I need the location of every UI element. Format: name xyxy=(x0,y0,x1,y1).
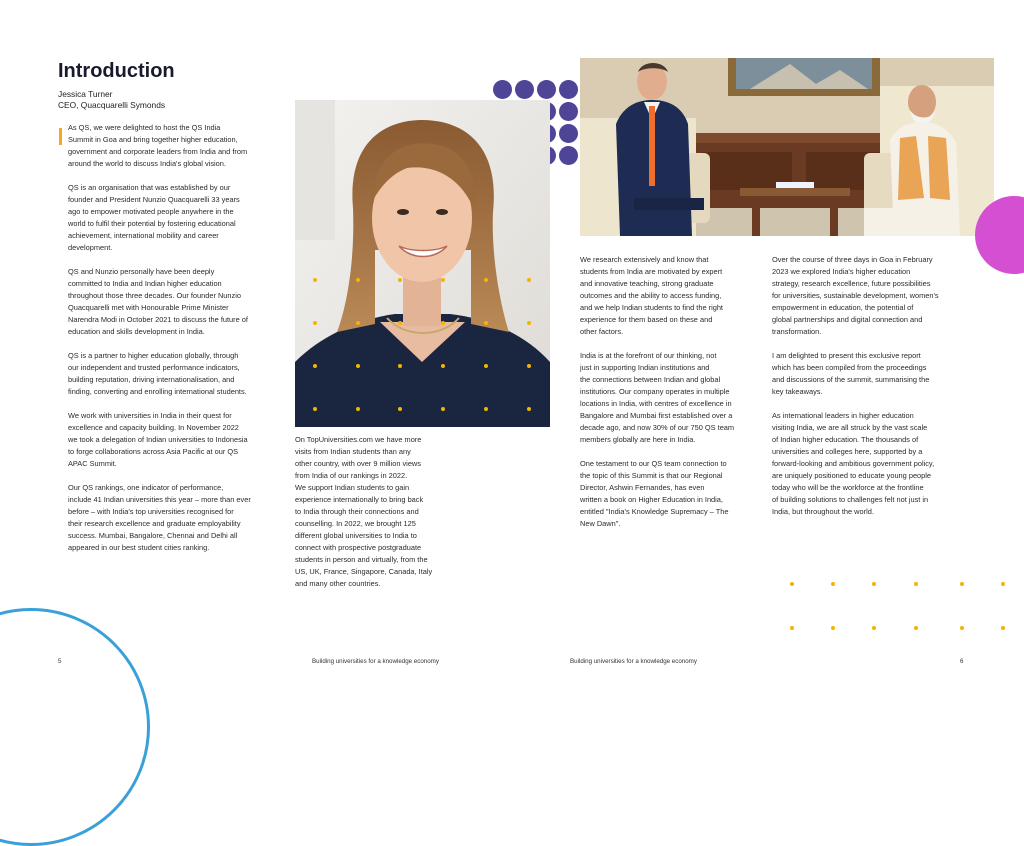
yellow-dot xyxy=(960,626,964,630)
yellow-dot xyxy=(790,582,794,586)
meeting-illustration xyxy=(580,58,994,236)
paragraph-international-leaders: As international leaders in higher education visiting India, we are all struck by the vast scale of Indian higher education. The thousands of universities and colleges here, supported by a forward-looking and ambitious government policy, are uniquely positioned to educate young people today who will be the workforce at the frontline of building solutions to challenges felt not just in India, but throughout the world. xyxy=(772,411,935,516)
paragraph-partner: QS is a partner to higher education globally, through our independent and trusted performance indicators, building reputation, driving internationalisation, and finding, converting and enrolling international students. xyxy=(68,351,247,396)
left-running-title: Building universities for a knowledge economy xyxy=(312,658,439,665)
right-running-title: Building universities for a knowledge economy xyxy=(570,658,697,665)
yellow-dot xyxy=(313,321,317,325)
yellow-dot xyxy=(914,626,918,630)
yellow-dot xyxy=(960,582,964,586)
yellow-dot xyxy=(831,626,835,630)
purple-dot xyxy=(559,146,578,165)
yellow-dot xyxy=(398,364,402,368)
paragraph-forefront: India is at the forefront of our thinking, not just in supporting Indian institutions and the connections between Indian and global institutions. Our company operates in multiple locations in India, with centres of excellence in Bangalore and Mumbai first established over a decade ago, and now 30% of our 750 QS team members globally are here in India. xyxy=(580,351,735,444)
yellow-dot xyxy=(441,364,445,368)
yellow-dot xyxy=(441,321,445,325)
yellow-dot xyxy=(790,626,794,630)
yellow-dot xyxy=(356,278,360,282)
yellow-dot xyxy=(313,278,317,282)
paragraph-report: I am delighted to present this exclusive report which has been compiled from the proceedings and discussions of the summit, summarising the key takeaways. xyxy=(772,351,930,396)
yellow-dot xyxy=(356,321,360,325)
blue-arc-decoration xyxy=(0,608,150,846)
portrait-photo xyxy=(295,100,550,427)
purple-dot xyxy=(559,124,578,143)
yellow-dot xyxy=(1001,626,1005,630)
yellow-dot xyxy=(527,407,531,411)
paragraph-commitment: QS and Nunzio personally have been deeply committed to India and Indian higher education throughout those three decades. Our founder Nunzio Quacquarelli met with Honourable Prime Minister Narendra Modi in October 2021 to discuss the future of education and skills development in India. xyxy=(68,267,248,336)
paragraph-organisation: QS is an organisation that was established by our founder and President Nunzio Quacquarelli 33 years ago to empower motivated people anywhere in the world to fulfil their potential by fostering educational achievement, international mobility and career development. xyxy=(68,183,240,252)
purple-dot xyxy=(515,80,534,99)
purple-dot xyxy=(559,80,578,99)
yellow-dot xyxy=(872,582,876,586)
accent-bar xyxy=(59,128,62,145)
purple-dot xyxy=(559,102,578,121)
yellow-dot xyxy=(484,278,488,282)
yellow-dot xyxy=(441,407,445,411)
yellow-dot xyxy=(484,364,488,368)
paragraph-testament: One testament to our QS team connection to the topic of this Summit is that our Regional Director, Ashwin Fernandes, has even written a book on Higher Education in India, entitled "India's Knowledge Supremacy – The New Dawn". xyxy=(580,459,729,528)
yellow-dot xyxy=(356,407,360,411)
yellow-dot xyxy=(398,278,402,282)
portrait-illustration xyxy=(295,100,550,427)
right-page-number: 6 xyxy=(960,658,964,665)
purple-dot xyxy=(493,80,512,99)
yellow-dot xyxy=(872,626,876,630)
yellow-dot xyxy=(914,582,918,586)
left-page-number: 5 xyxy=(58,658,62,665)
author-name: Jessica Turner xyxy=(58,89,113,99)
yellow-dot xyxy=(398,321,402,325)
yellow-dot xyxy=(527,278,531,282)
yellow-dot xyxy=(313,407,317,411)
yellow-dot xyxy=(1001,582,1005,586)
paragraph-research: We research extensively and know that students from India are motivated by expert and innovative teaching, strong graduate outcomes and the ability to access funding, and we help Indian students to find the right experience for them based on these and other factors. xyxy=(580,255,723,336)
page-title: Introduction xyxy=(58,60,175,82)
yellow-dot xyxy=(484,407,488,411)
paragraph-topuniversities: On TopUniversities.com we have more visits from Indian students than any other country, with over 9 million views from India of our rankings in 2022. We support Indian students to gain experience internationally to bring back to India through their connections and counselling. In 2022, we brought 125 different global universities to India to connect with prospective postgraduate students in person and virtually, from the US, UK, France, Singapore, Canada, Italy and many other countries. xyxy=(295,435,433,588)
yellow-dot xyxy=(313,364,317,368)
paragraph-intro: As QS, we were delighted to host the QS India Summit in Goa and bring together higher education, government and corporate leaders from India and from around the world to discuss India's global vision. xyxy=(68,123,248,168)
author-role: CEO, Quacquarelli Symonds xyxy=(58,100,166,110)
yellow-dot xyxy=(441,278,445,282)
paragraph-universities: We work with universities in India in their quest for excellence and capacity building. In November 2022 we took a delegation of Indian universities to Indonesia to forge collaborations across Asia Pacific at our QS APAC Summit. xyxy=(68,411,248,468)
paragraph-rankings: Our QS rankings, one indicator of performance, include 41 Indian universities this year – more than ever before – with India's top universities recognised for their research excellence and graduate employability success. Mumbai, Bangalore, Chennai and Delhi all appeared in our best student cities ranking. xyxy=(68,483,251,552)
yellow-dot xyxy=(527,321,531,325)
yellow-dot xyxy=(398,407,402,411)
yellow-dot xyxy=(527,364,531,368)
yellow-dot xyxy=(831,582,835,586)
paragraph-three-days: Over the course of three days in Goa in February 2023 we explored India's higher education strategy, research excellence, future possibilities for universities, sustainable development, women's empowerment in education, the potential of global partnerships and digital connection and transformation. xyxy=(772,255,939,336)
purple-dot xyxy=(537,80,556,99)
yellow-dot xyxy=(484,321,488,325)
yellow-dot xyxy=(356,364,360,368)
meeting-photo xyxy=(580,58,994,236)
